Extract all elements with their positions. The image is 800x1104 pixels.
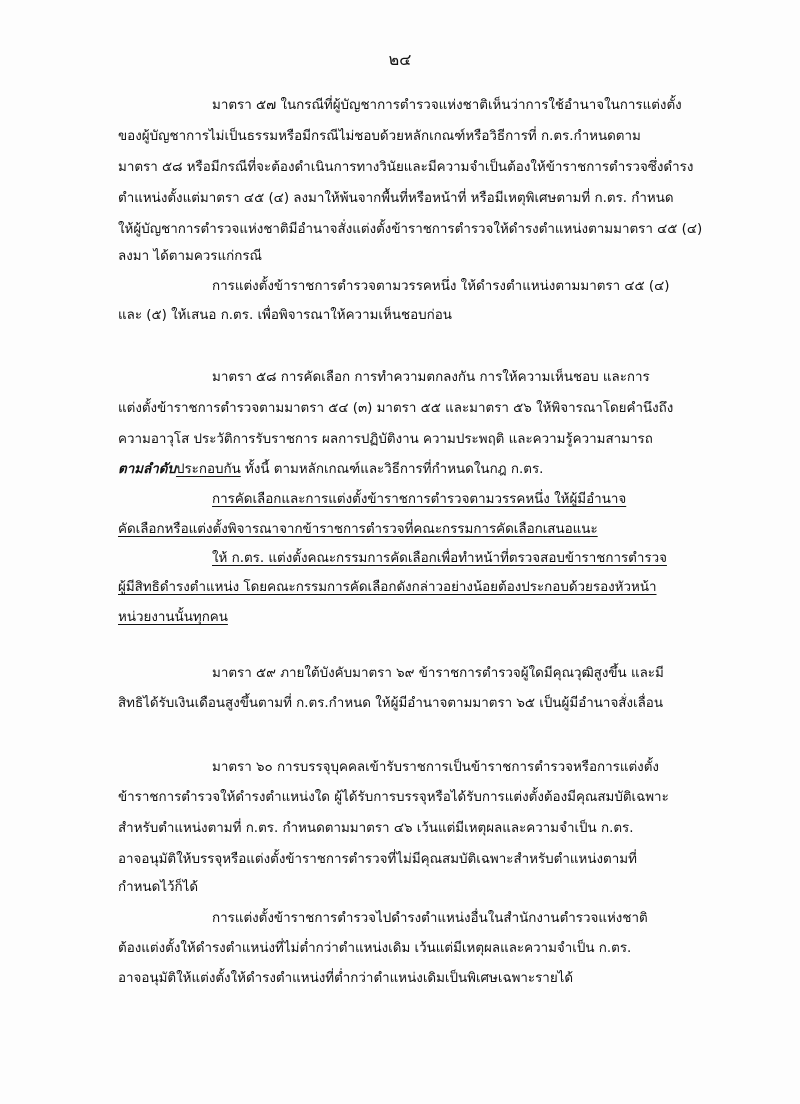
section-60-line-8: อาจอนุมัติให้แต่งตั้งให้ดำรงตำแหน่งที่ต่ำกว่าตำแหน่งเดิมเป็นพิเศษเฉพาะรายได้	[118, 971, 574, 986]
section-58-line-7: ให้ ก.ตร. แต่งตั้งคณะกรรมการคัดเลือกเพื่อทำหน้าที่ตรวจสอบข้าราชการตำรวจ	[212, 551, 667, 566]
section-57-line-7: การแต่งตั้งข้าราชการตำรวจตามวรรคหนึ่ง ให้ดำรงตำแหน่งตามมาตรา ๔๕ (๔)	[212, 279, 670, 294]
section-59-line-1: มาตรา ๕๙ ภายใต้บังคับมาตรา ๖๙ ข้าราชการตำรวจผู้ใดมีคุณวุฒิสูงขึ้น และมี	[212, 666, 664, 681]
section-60-line-1: มาตรา ๖๐ การบรรจุบุคคลเข้ารับราชการเป็นข้าราชการตำรวจหรือการแต่งตั้ง	[212, 760, 659, 775]
section-60-line-6: การแต่งตั้งข้าราชการตำรวจไปดำรงตำแหน่งอื่นในสำนักงานตำรวจแห่งชาติ	[212, 911, 648, 926]
section-58-line-6: คัดเลือกหรือแต่งตั้งพิจารณาจากข้าราชการตำรวจที่คณะกรรมการคัดเลือกเสนอแนะ	[118, 522, 598, 537]
section-57-line-8: และ (๕) ให้เสนอ ก.ตร. เพื่อพิจารณาให้ความเห็นชอบก่อน	[118, 308, 452, 323]
section-60-line-7: ต้องแต่งตั้งให้ดำรงตำแหน่งที่ไม่ต่ำกว่าตำแหน่งเดิม เว้นแต่มีเหตุผลและความจำเป็น ก.ตร.	[118, 941, 632, 956]
section-57-line-2: ของผู้บัญชาการไม่เป็นธรรมหรือมีกรณีไม่ชอบด้วยหลักเกณฑ์หรือวิธีการที่ ก.ตร.กำหนดตาม	[118, 129, 641, 144]
section-58-line-2: แต่งตั้งข้าราชการตำรวจตามมาตรา ๕๔ (๓) มาตรา ๕๕ และมาตรา ๕๖ ให้พิจารณาโดยคำนึงถึง	[118, 401, 674, 416]
section-57-line-6: ลงมา ได้ตามควรแก่กรณี	[118, 249, 262, 264]
section-59-line-2: สิทธิได้รับเงินเดือนสูงขึ้นตามที่ ก.ตร.กำหนด ให้ผู้มีอำนาจตามมาตรา ๖๕ เป็นผู้มีอำนาจสั่งเลื่อน	[118, 696, 663, 711]
section-58-line-5: การคัดเลือกและการแต่งตั้งข้าราชการตำรวจตามวรรคหนึ่ง ให้ผู้มีอำนาจ	[212, 492, 627, 507]
section-58-line-3: ความอาวุโส ประวัติการรับราชการ ผลการปฏิบัติงาน ความประพฤติ และความรู้ความสามารถ	[118, 432, 653, 447]
section-58-line-9: หน่วยงานนั้นทุกคน	[118, 610, 228, 625]
section-57-line-1: มาตรา ๕๗ ในกรณีที่ผู้บัญชาการตำรวจแห่งชาติเห็นว่าการใช้อำนาจในการแต่งตั้ง	[212, 98, 682, 113]
section-60-line-4: อาจอนุมัติให้บรรจุหรือแต่งตั้งข้าราชการตำรวจที่ไม่มีคุณสมบัติเฉพาะสำหรับตำแหน่งตามที่	[118, 852, 637, 867]
section-57-line-3: มาตรา ๕๘ หรือมีกรณีที่จะต้องดำเนินการทางวินัยและมีความจำเป็นต้องให้ข้าราชการตำรวจซึ่งดำรง	[118, 160, 694, 175]
page-number: ๒๔	[388, 50, 412, 69]
section-60-line-3: สำหรับตำแหน่งตามที่ ก.ตร. กำหนดตามมาตรา ๔๖ เว้นแต่มีเหตุผลและความจำเป็น ก.ตร.	[118, 821, 634, 836]
underlined-text: ประกอบกัน	[175, 462, 241, 477]
section-60-line-5: กำหนดไว้ก็ได้	[118, 880, 199, 895]
struck-text: ตามลำดับ	[118, 462, 176, 477]
section-58-line-8: ผู้มีสิทธิดำรงตำแหน่ง โดยคณะกรรมการคัดเลือกดังกล่าวอย่างน้อยต้องประกอบด้วยรองหัวหน้า	[118, 580, 657, 595]
section-57-line-5: ให้ผู้บัญชาการตำรวจแห่งชาติมีอำนาจสั่งแต่งตั้งข้าราชการตำรวจให้ดำรงตำแหน่งตามมาตรา ๔๕ (๔)	[118, 222, 703, 237]
line-rest: ทั้งนี้ ตามหลักเกณฑ์และวิธีการที่กำหนดในกฎ ก.ตร.	[240, 462, 544, 477]
section-58-line-4	[118, 461, 543, 479]
section-60-line-2: ข้าราชการตำรวจให้ดำรงตำแหน่งใด ผู้ได้รับการบรรจุหรือได้รับการแต่งตั้งต้องมีคุณสมบัติเฉพาะ	[118, 790, 669, 805]
section-58-line-1: มาตรา ๕๘ การคัดเลือก การทำความตกลงกัน การให้ความเห็นชอบ และการ	[212, 370, 650, 385]
section-57-line-4: ตำแหน่งตั้งแต่มาตรา ๔๕ (๔) ลงมาให้พ้นจากพื้นที่หรือหน้าที่ หรือมีเหตุพิเศษตามที่ ก.ตร. กำหนด	[118, 191, 674, 206]
